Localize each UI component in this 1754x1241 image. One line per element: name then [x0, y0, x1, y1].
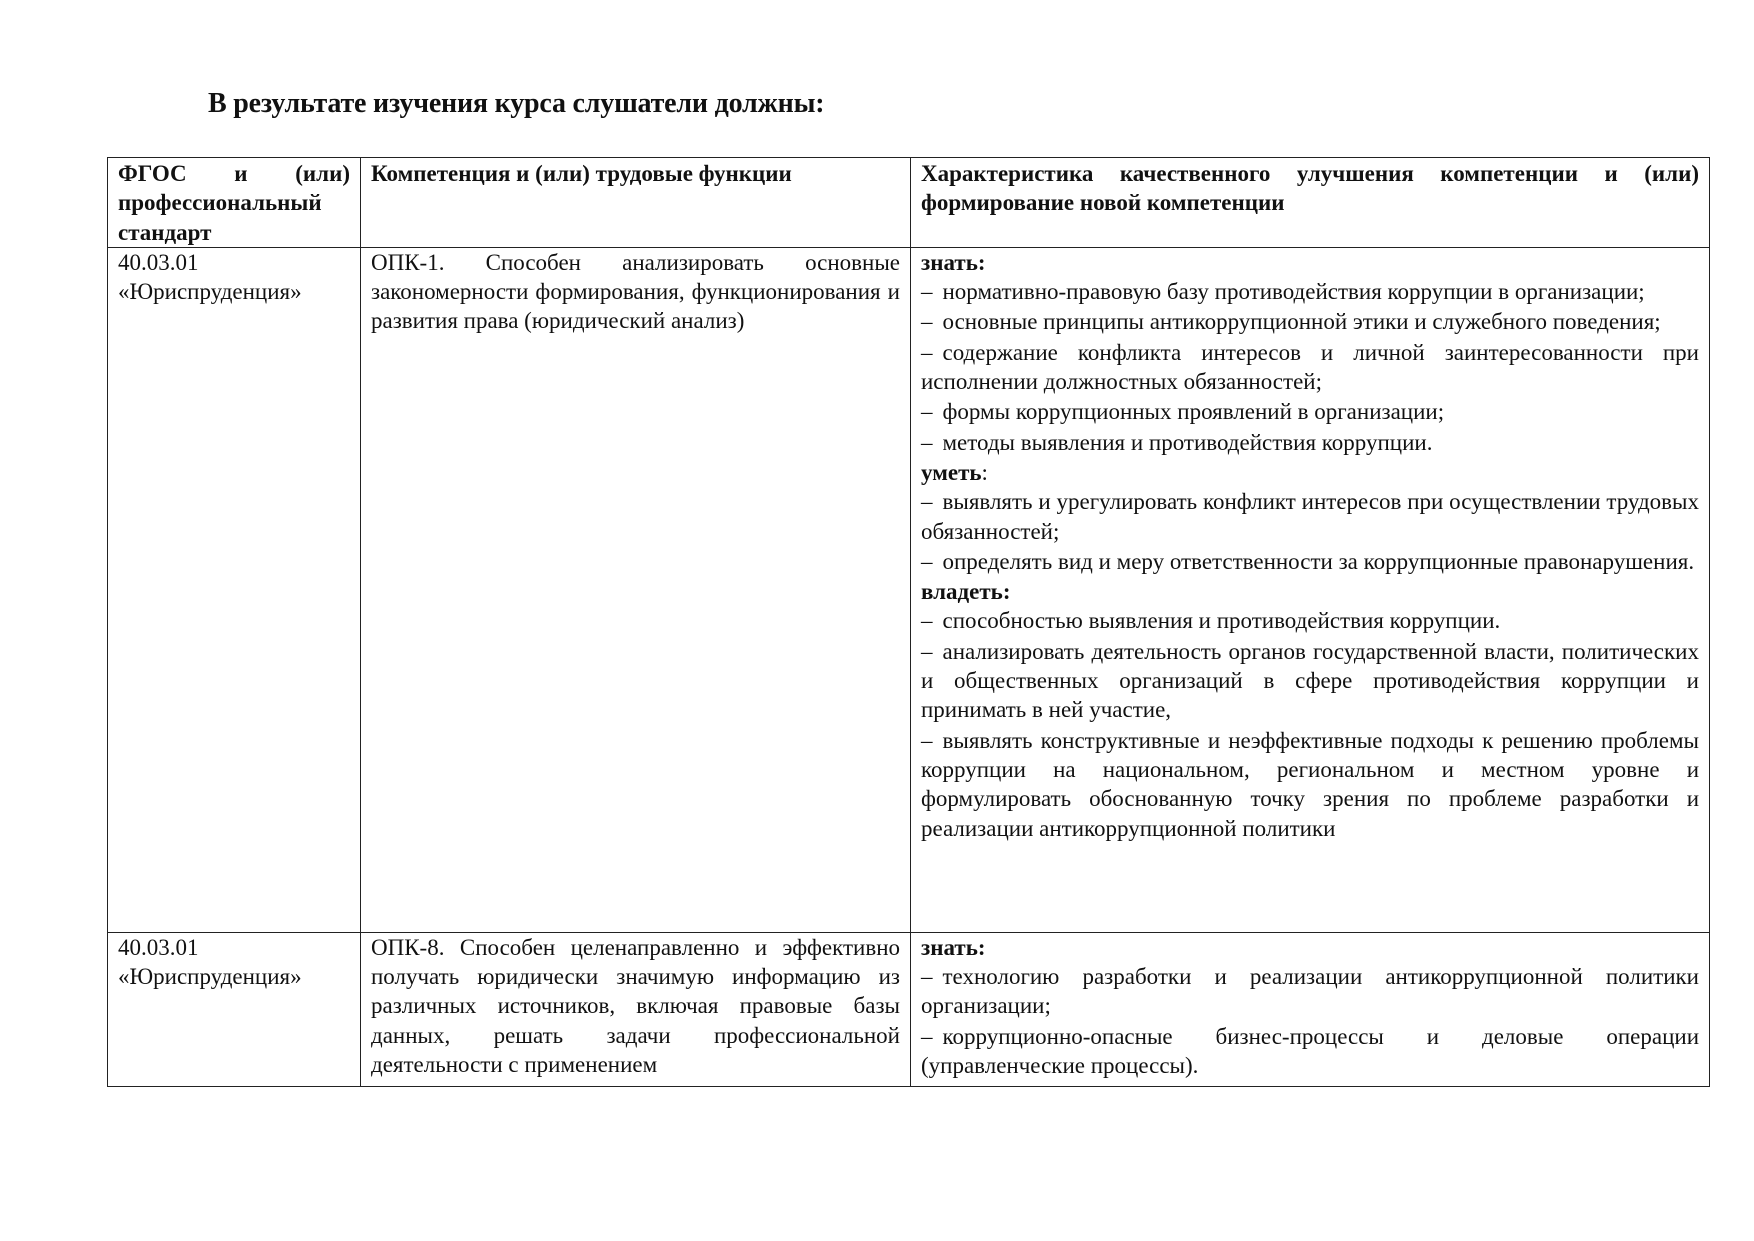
table-header-row [108, 158, 1710, 248]
table-row [108, 932, 1710, 1086]
competence-cell: ОПК-8. Способен целенаправленно и эффективно получать юридически значимую информацию из различных источников, включая правовые базы данных, решать задачи профессиональной деятельности с применением [361, 932, 911, 1086]
standard-cell [108, 247, 361, 932]
list-item: – содержание конфликта интересов и личной заинтересованности при исполнении должностных обязанностей; [921, 339, 1699, 395]
header-characteristic: Характеристика качественного улучшения компетенции и (или) формирование новой компетенции [911, 158, 1710, 248]
standard-code: 40.03.01 [118, 249, 199, 275]
standard-name: «Юриспруденция» [118, 279, 302, 305]
list-item: – нормативно-правовую базу противодействия коррупции в организации; [921, 279, 1645, 305]
section-label-know: знать: [921, 249, 986, 275]
list-item: – методы выявления и противодействия коррупции. [921, 429, 1433, 455]
list-item: – основные принципы антикоррупционной этики и служебного поведения; [921, 309, 1661, 335]
competence-table [107, 157, 1710, 1087]
list-item: – формы коррупционных проявлений в организации; [921, 399, 1445, 425]
list-item: – выявлять и урегулировать конфликт интересов при осуществлении трудовых обязанностей; [921, 489, 1699, 544]
standard-cell [108, 932, 361, 1086]
section-label-know: знать: [921, 934, 986, 960]
standard-name: «Юриспруденция» [118, 964, 302, 990]
header-competence: Компетенция и (или) трудовые функции [361, 158, 911, 248]
characteristic-cell [911, 247, 1710, 932]
table-row [108, 247, 1710, 932]
characteristic-cell [911, 932, 1710, 1086]
list-item: – выявлять конструктивные и неэффективные подходы к решению проблемы коррупции на национальном, региональном и местном уровне и формулировать обоснованную точку зрения по проблеме разработки и реализации антикоррупционной политики [921, 727, 1699, 841]
page-heading: В результате изучения курса слушатели должны: [208, 88, 825, 119]
header-standard: ФГОС и (или) профессиональный стандарт [108, 158, 361, 248]
list-item: – коррупционно-опасные бизнес-процессы и деловые операции (управленческие процессы). [921, 1023, 1699, 1079]
list-item: – способностью выявления и противодействия коррупции. [921, 608, 1501, 634]
standard-code: 40.03.01 [118, 934, 199, 960]
list-item: – определять вид и меру ответственности за коррупционные правонарушения. [921, 548, 1695, 574]
section-label-master: владеть: [921, 579, 1011, 605]
list-item: – анализировать деятельность органов государственной власти, политических и общественных организаций в сфере противодействия коррупции и принимать в ней участие, [921, 638, 1699, 723]
competence-cell: ОПК-1. Способен анализировать основные закономерности формирования, функционирования и развития права (юридический анализ) [361, 247, 911, 932]
list-item: – технологию разработки и реализации антикоррупционной политики организации; [921, 964, 1699, 1019]
section-label-can: уметь: [921, 459, 988, 485]
